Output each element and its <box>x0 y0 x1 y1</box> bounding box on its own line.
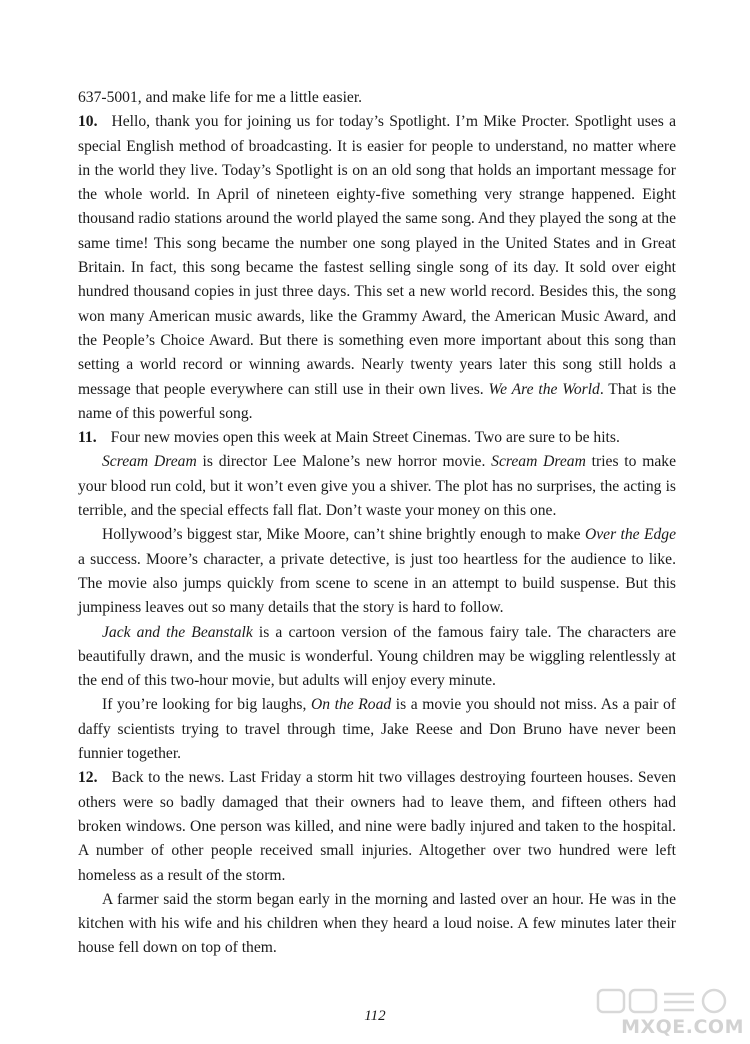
review-text: a success. Moore’s character, a private detective, is just too heartless for the audience to like. The movie also jumps quickly from scene to scene in an attempt to build suspense. But this jumpiness leaves out so many details that the story is hard to follow. <box>78 550 676 617</box>
movie-title: Over the Edge <box>584 526 676 544</box>
item-number: 10. <box>78 113 98 131</box>
movie-review-1 <box>78 450 676 523</box>
item-text: Four new movies open this week at Main Street Cinemas. Two are sure to be hits. <box>110 429 620 447</box>
movie-title: Scream Dream <box>102 453 197 471</box>
review-text: is director Lee Malone’s new horror movie. <box>196 453 492 471</box>
item-text: Hello, thank you for joining us for today’s Spotlight. I’m Mike Procter. Spotlight uses a special English method of broadcasting. It is easier for people to understand, no matter where in the world they live. Today’s Spotlight is on an old song that holds an important message for the whole world. In April of nineteen eighty-five something very strange happened. Eight thousand radio stations around the world played the same song. And they played the song at the same time! This song became the number one song played in the United States and in Great Britain. In fact, this song became the fastest selling single song of its day. It sold over eight hundred thousand copies in just three days. This set a new world record. Besides this, the song won many American music awards, like the Grammy Award, the American Music Award, and the People’s Choice Award. But there is something even more important about this song than setting a world record or winning awards. Nearly twenty years later this song still holds a message that people everywhere can still use in their own lives. <box>78 113 676 398</box>
watermark-icon <box>594 986 744 1016</box>
movie-title: Scream Dream <box>491 453 586 471</box>
item-12-paragraph-2: A farmer said the storm began early in the morning and lasted over an hour. He was in the kitchen with his wife and his children when they heard a loud noise. A few minutes later their house fell down on top of them. <box>78 890 676 957</box>
movie-title: On the Road <box>310 696 392 714</box>
movie-review-4 <box>78 693 676 766</box>
item-number: 11. <box>78 429 97 447</box>
paragraph-continuation: 637-5001, and make life for me a little easier. <box>78 89 363 106</box>
item-number: 12. <box>78 769 98 787</box>
review-text: is a cartoon version of the famous fairy tale. The characters are beautifully drawn, and the music is wonderful. Young children may be wiggling relentlessly at the end of this two-hour movie, but adults will enjoy every minute. <box>78 623 676 690</box>
movie-title: Jack and the Beanstalk <box>102 623 253 641</box>
song-title: We Are the World <box>488 380 600 398</box>
item-12 <box>78 766 676 887</box>
watermark-text: MXQE.COM <box>621 1016 744 1038</box>
item-text: . That is the name of this powerful song. <box>78 380 677 422</box>
movie-review-3 <box>78 621 676 694</box>
review-text: tries to make your blood run cold, but it won’t even give you a shiver. The plot has no surprises, the acting is terrible, and the special effects fall flat. Don’t waste your money on this one. <box>78 453 676 520</box>
movie-review-2 <box>78 523 676 620</box>
document-body <box>78 86 676 961</box>
item-text: Back to the news. Last Friday a storm hit two villages destroying fourteen houses. Seven others were so badly damaged that their owners had to leave them, and fifteen others had broken windows. One person was killed, and nine were badly injured and taken to the hospital. A number of other people received small injuries. Altogether over two hundred were left homeless as a result of the storm. <box>78 769 676 884</box>
page-number: 112 <box>364 1008 386 1024</box>
watermark-logo <box>594 986 744 1038</box>
item-11 <box>78 426 676 450</box>
item-10 <box>78 110 676 426</box>
review-text: Hollywood’s biggest star, Mike Moore, can’t shine brightly enough to make <box>102 526 585 544</box>
review-text: is a movie you should not miss. As a pair of daffy scientists trying to travel through time, Jake Reese and Don Bruno have never been funnier together. <box>78 696 676 763</box>
review-text: If you’re looking for big laughs, <box>102 696 311 714</box>
